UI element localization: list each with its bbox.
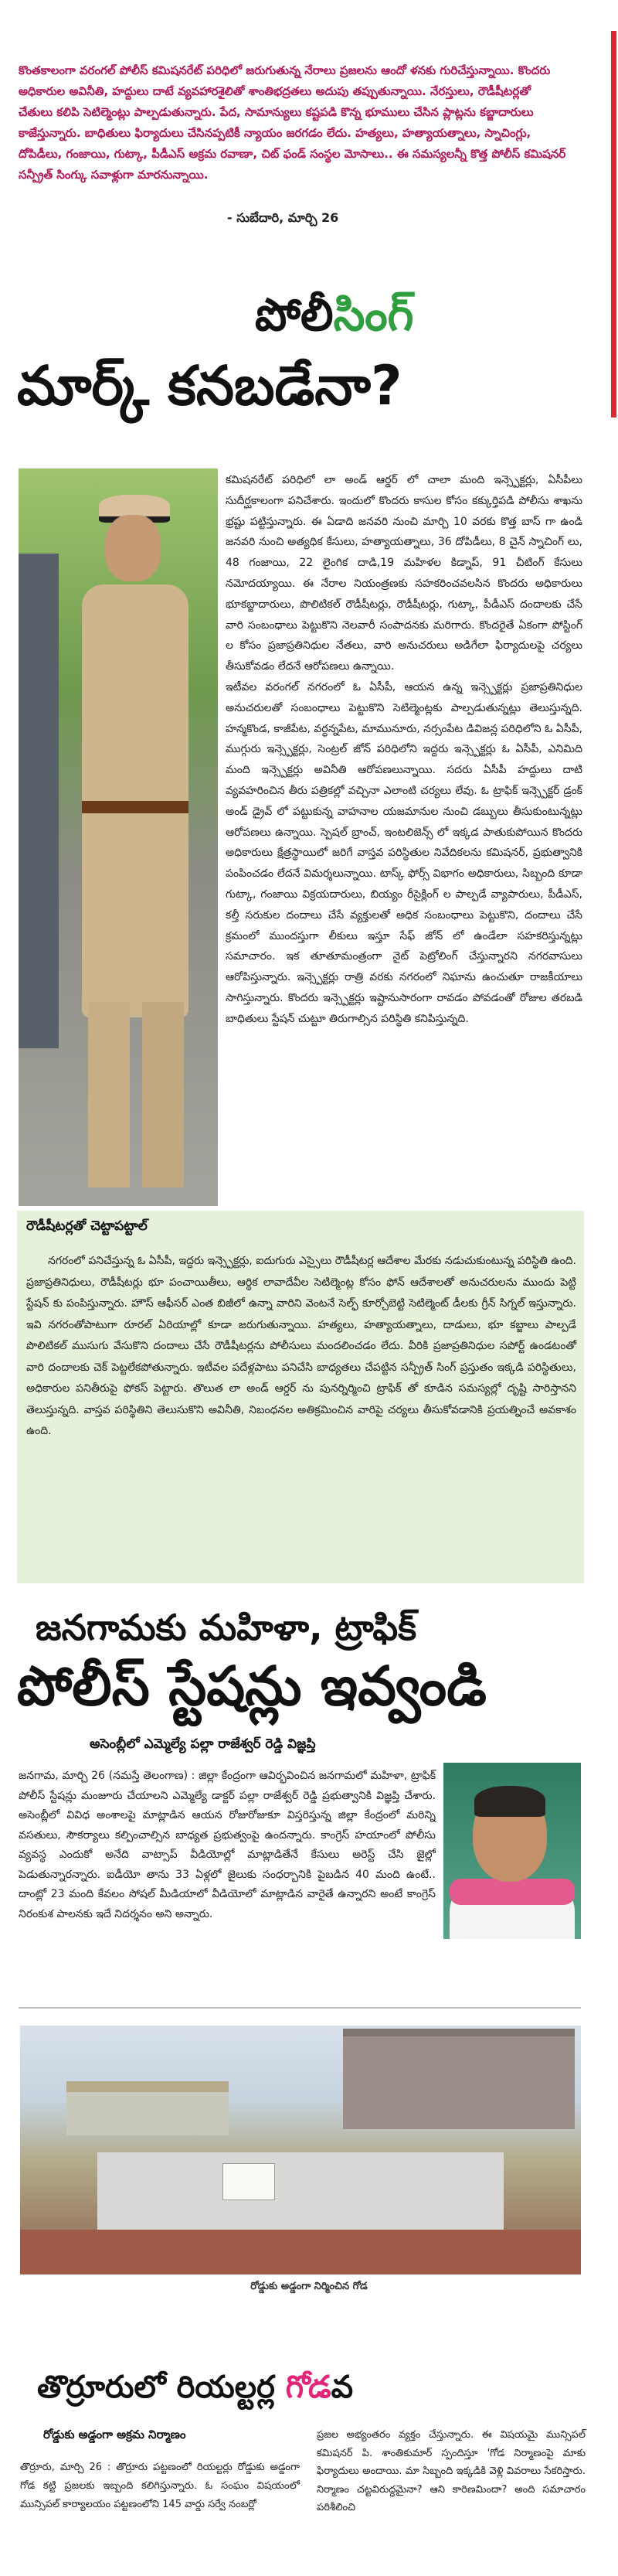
boundary-wall (97, 2152, 504, 2230)
rowdy-sidebar-title: రౌడీషీటర్లతో చెట్టాపట్టాల్ (26, 1218, 148, 1234)
background-building-left (66, 2081, 229, 2135)
headline-mark: మార్క్ కనబడేనా? (17, 354, 402, 417)
headline-torrur-black: తొర్రూరులో రియల్టర్ల (37, 2370, 286, 2405)
headline-torrur-end: వ (331, 2370, 354, 2405)
mla-garland (450, 1879, 575, 1905)
headline-policing (255, 288, 414, 342)
rowdy-sidebar-body (26, 1251, 576, 1443)
torrur-article-right: ప్రజల అభ్యంతరం వ్యక్తం చేస్తున్నారు. ఈ విషయమై మున్సిపల్ కమిషనర్ పి. శాంతికుమార్ స్పందిస్తూ 'గోడ నిర్మాణంపై మాకు ఫిర్యాదులు అందాయి. మా సిబ్బంది ఇక్కడికి వెళ్లి వివరాలు సేకరిస్తారు. నిర్మాణం చట్టవిరుద్ధమైనా? ఆని కారిణమిందా? అంది సమాచారం పరిశీలించి (317, 2429, 586, 2513)
headline-policing-black: పోలీ (255, 288, 334, 341)
article-main-paragraph-1: కమిషనరేట్ పరిధిలో లా అండ్ ఆర్డర్ లో చాలా మంది ఇన్స్పెక్టర్లు, ఏసీపీలు సుదీర్ఘకాలంగా పనిచేశారు. ఇందులో కొందరు కాసుల కోసం కక్కుర్తిపడి పోలీసు శాఖను భ్రష్టు పట్టిస్తున్నారు. ఈ ఏడాది జనవరి నుంచి మార్చి 10 వరకు కొత్త బాస్ గా ఉండి జనవరి నుంచి అత్యధిక కేసులు, హత్యాయత్నాలు, 36 దోపిడీలు, 8 చైన్ స్నాచింగ్ లు, 48 గంజాయి, 22 లైంగిక దాడి,19 మహిళల కిడ్నాప్, 91 చీటింగ్ కేసులు నమోదయ్యాయి. ఈ నేరాల నియంత్రణకు సహకరించవలసిన కొందరు అధికారులు భూకబ్జాదారులు, పొలిటికల్ రౌడీషీటర్లు, రౌడీషీటర్లు, గుట్కా, పీడీఎస్ దందాలకు చేసే వారి సంబంధాలు పెట్టుకొని నెలవారీ సంపాదనకు మరిగారు. కొందరైతే ఏకంగా పోస్టింగ్ ల కోసం ప్రజాప్రతినిధుల నేతలు, వారి అనుచరులు అడిగేలా ఫిర్యాదులపై చర్యలు తీసుకోవడం లేదనే ఆరోపణలు ఉన్నాయి. (226, 474, 582, 673)
bystander-figure (19, 554, 59, 1048)
background-building-right (343, 2029, 575, 2129)
intro-dateline: - సుబేదారి, మార్చి 26 (227, 210, 339, 225)
headline-policing-green: సింగ్ (333, 288, 414, 341)
headline-torrur-pink: గోడ (285, 2370, 331, 2405)
torrur-subtitle: రోడ్డుకు అడ్డంగా అక్రమ నిర్మాణం (43, 2428, 186, 2441)
officer-leg-left (88, 1002, 130, 1187)
commissioner-photo (19, 469, 218, 1206)
wall-construction-photo (20, 2026, 581, 2274)
mla-hair (474, 1786, 545, 1817)
jangaon-article-body: జనగామ, మార్చి 26 (నమస్తే తెలంగాణ) : జిల్లా కేంద్రంగా ఆవిర్భవించిన జనగామలో మహిళా, ట్రాఫిక్ పోలీస్ స్టేషన్లు మంజూరు చేయాలని ఎమ్మెల్యే డాక్టర్ పల్లా రాజేశ్వర్ రెడ్డి ప్రభుత్వానికి విజ్ఞప్తి చేశారు. అసెంబ్లీలో వివిధ అంశాలపై మాట్లాడిన ఆయన రోజురోజుకూ విస్తరిస్తున్న జిల్లా కేంద్రంలో మరిన్ని వసతులు, సౌకర్యాలు కల్పించాల్సిన బాధ్యత ప్రభుత్వంపై ఉందన్నారు. కాంగ్రెస్ హయాంలో పోలీసు వ్యవస్థ ఎందుకో అనేది వాట్సాప్ వీడియోల్లో మాట్లాడితేనే కేసులు అరెస్ట్ చేసి జైల్లో పెడుతున్నారన్నారు. ఐడీయో తాను 33 ఏళ్లలో జైలుకు సంధర్బానికి పైబడిన 40 మంది ఉంటే.. దాంట్లో 23 మంది కేవలం సోషల్ మీడియాలో వీడియోలో మాట్లాడిన వారైతే ఉన్నారని అంటే కాంగ్రెస్ నిరంకుశ పాలనకు ఇదే నిదర్శనం అని అన్నారు. (19, 1770, 436, 1920)
intro-lead-text: కొంతకాలంగా వరంగల్ పోలీస్ కమిషనరేట్ పరిధిలో జరుగుతున్న నేరాలు ప్రజలను ఆందో ళనకు గురిచేస్తున్నాయి. కొందరు అధికారుల అవినీతి, హద్దులు దాటే వ్యవహారశైలితో శాంతిభద్రతలు అదుపు తప్పుతున్నాయి. నేరస్తులు, రౌడీషీటర్లతో చేతులు కలిపి సెటిల్మెంట్లు పాల్పడుతున్నారు. పేద, సామాన్యులు కష్టపడి కొన్న భూములు చేసిన ప్లాట్లను కబ్జాదారులు కాజేస్తున్నారు. బాధితులు ఫిర్యాదులు చేసినప్పటికీ న్యాయం జరగడం లేదు. హత్యలు, హత్యాయత్నాలు, స్నాచింగ్లు, దోపిడీలు, గంజాయి, గుట్కా, పీడీఎస్ అక్రమ రవాణా, చిట్ ఫండ్ సంస్థల మోసాలు.. ఈ సమస్యలన్నీ కొత్త పోలీస్ కమిషనర్ సన్ప్రీత్ సింగ్కు సవాళ్లుగా మారనున్నాయి. (19, 63, 566, 182)
headline-jangaon-line2: పోలీస్ స్టేషన్లు ఇవ్వండి (17, 1654, 487, 1718)
officer-head (105, 515, 161, 581)
officer-leg-right (142, 1002, 184, 1187)
mla-photo (443, 1763, 581, 1939)
jangaon-byline: అసెంబ్లీలో ఎమ్మెల్యే పల్లా రాజేశ్వర్ రెడ్డి విజ్ఞప్తి (90, 1736, 316, 1752)
rowdy-sidebar-paragraph: నగరంలో పనిచేస్తున్న ఓ ఏసీపీ, ఇద్దరు ఇన్స్పెక్టర్లు, ఐదుగురు ఎస్సైలు రౌడీషీటర్ల ఆదేశాల మేరకు నడుచుకుంటున్న పరిస్థితి ఉంది. ప్రజాప్రతినిధులు, రౌడీషీటర్లు భూ పంచాయితీలు, ఆర్థిక లావాదేవీల సెటిల్మెంట్ల కోసం ఫోన్ ఆదేశాలతో అనుచరులను ముందు పెట్టి స్టేషన్ కు పంపిస్తున్నారు. హౌస్ ఆఫీసర్ ఎంత బిజీలో ఉన్నా వారిని వెంటనే సెల్ఫ్ కూర్చోబెట్టి సెటిల్మెంట్ డీలకు గ్రీన్ సిగ్నల్ ఇస్తున్నారు. ఇవి నగరంతోపాటుగా రూరల్ ఏరియాల్లో కూడా జరుగుతున్నాయి. హత్యలు, హత్యాయత్నాలు, దాడులు, భూ కబ్జాలు పాల్పడే పొలిటికల్ ముసుగు వేసుకొని దందాలు చేసే రౌడీషీటర్లను పోలీసులు మందలించడం లేదు. వీరికి ప్రజాప్రతినిధుల సపోర్ట్ ఉండటంతో వారి దందాలకు చెక్ పెట్టలేకపోతున్నారు. ఇటీవల పదేళ్లపాటు పనిచేసి బాధ్యతలు చేపట్టిన సన్ప్రీత్ సింగ్ ప్రస్తుతం ఇక్కడి పరిస్థితులు, అధికారుల పనితీరుపై ఫోకస్ పెట్టారు. తొలుత లా అండ్ ఆర్డర్ ను పునర్నిర్మించి ట్రాఫిక్ తో కూడిన సమస్యల్లో దృష్టి సారిస్తానని తెలుస్తున్నది. వాస్తవ పరిస్థితిని తెలుసుకొని అవినీతి, నిబంధనల అతిక్రమించిన వారిపై చర్యలు తీసుకోవడానికి ప్రయత్నించే అవకాశం ఉంది. (26, 1255, 576, 1437)
article-main-body (226, 470, 582, 1030)
officer-belt (82, 801, 188, 813)
headline-jangaon-line1: జనగామకు మహిళా, ట్రాఫిక్ (36, 1607, 417, 1648)
article-main-paragraph-2: ఇటీవల వరంగల్ నగరంలో ఓ ఏసీపీ, ఆయన ఉన్న ఇన్స్పెక్టర్లు ప్రజాప్రతినిధుల అనుచరులతో సంబంధాలు పెట్టుకొని సెటిల్మెంట్లకు పాల్పడుతున్నట్లు తెలుస్తున్నది. హన్మకొండ, కాజీపేట, వర్ధన్నపేట, మామునూరు, నర్సంపేట డివిజన్ల పరిధిలోని ఓ ఏసీపీ, ముగ్గురు ఇన్స్పెక్టర్లు, సెంట్రల్ జోన్ పరిధిలోని ఇద్దరు ఇన్స్పెక్టర్లు ఓ ఏసీపీ, ఎనిమిది మంది ఇన్స్పెక్టర్లు అవినీతి ఆరోపణలున్నాయి. సదరు ఏసీపీ హద్దులు దాటి వ్యవహరించిన తీరు పత్రికల్లో వచ్చినా ఎలాంటి చర్యలు లేవు. ఓ ట్రాఫిక్ ఇన్స్పెక్టర్ డ్రంక్ అండ్ డ్రైవ్ లో పట్టుకున్న వాహనాల యజమానుల నుంచి డబ్బులు తీసుకుంటున్నట్లు ఆరోపణలు ఉన్నాయి. స్పెషల్ బ్రాంచ్, ఇంటలిజెన్స్ లో ఇక్కడ పాతుకుపోయిన కొందరు అధికారులు క్షేత్రస్థాయిలో జరిగే వాస్తవ పరిస్థితుల నివేదికలను కమిషనర్, ప్రభుత్వానికి పంపించడం లేదనే విమర్శలున్నాయి. టాస్క్ ఫోర్స్ విభాగం అధికారులు, సిబ్బంది కూడా గుట్కా, గంజాయి విక్రయదారులు, బియ్యం రీసైక్లింగ్ ల పాల్పడే వ్యాపారులు, పీడీఎస్, కల్తీ సరుకుల దందాలు చేసే వ్యక్తులతో అధిక సంబంధాలు పెట్టుకొని, దందాలు చేసే క్రమంలో ముందస్తుగా లీకులు ఇస్తూ సేఫ్ జోన్ లో ఉండేలా సహకరిస్తున్నట్లు సమాచారం. ఇక తూతూమంత్రంగా నైట్ పెట్రోలింగ్ చేస్తున్నారని నగరవాసులు ఆరోపిస్తున్నారు. ఇన్స్పెక్టర్లు రాత్రి వరకు నగరంలో నిఘాను ఉంచుతూ రాజకీయాలు సాగిస్తున్నారు. కొందరు ఇన్స్పెక్టర్లు ఇష్టానుసారంగా రావడం పోవడంతో రోజుల తరబడి బాధితులు స్టేషన్ చుట్టూ తిరుగాల్సిన పరిస్థితి కనిపిస్తున్నది. (226, 680, 582, 1025)
wall-notice-sign (222, 2163, 275, 2200)
torrur-article-left: తొర్రూరు, మార్చి 26 : తొర్రూరు పట్టణంలో రియల్టర్లు రోడ్డుకు అడ్డంగా గోడ కట్టి ప్రజలకు ఇబ్బంది కలిగిస్తున్నారు. ఓ సంఘం విషయంలో మున్సిపల్ కార్యాలయం పట్టణంలోని 145 వార్డు సర్వే నంబర్లో (20, 2462, 300, 2510)
section-divider (19, 2007, 581, 2009)
headline-torrur (37, 2367, 353, 2407)
red-soil-ground (20, 2230, 581, 2274)
red-accent-rule (611, 31, 616, 417)
wall-photo-caption: రోడ్డుకు అడ్డంగా నిర్మించిన గోడ (250, 2281, 368, 2292)
